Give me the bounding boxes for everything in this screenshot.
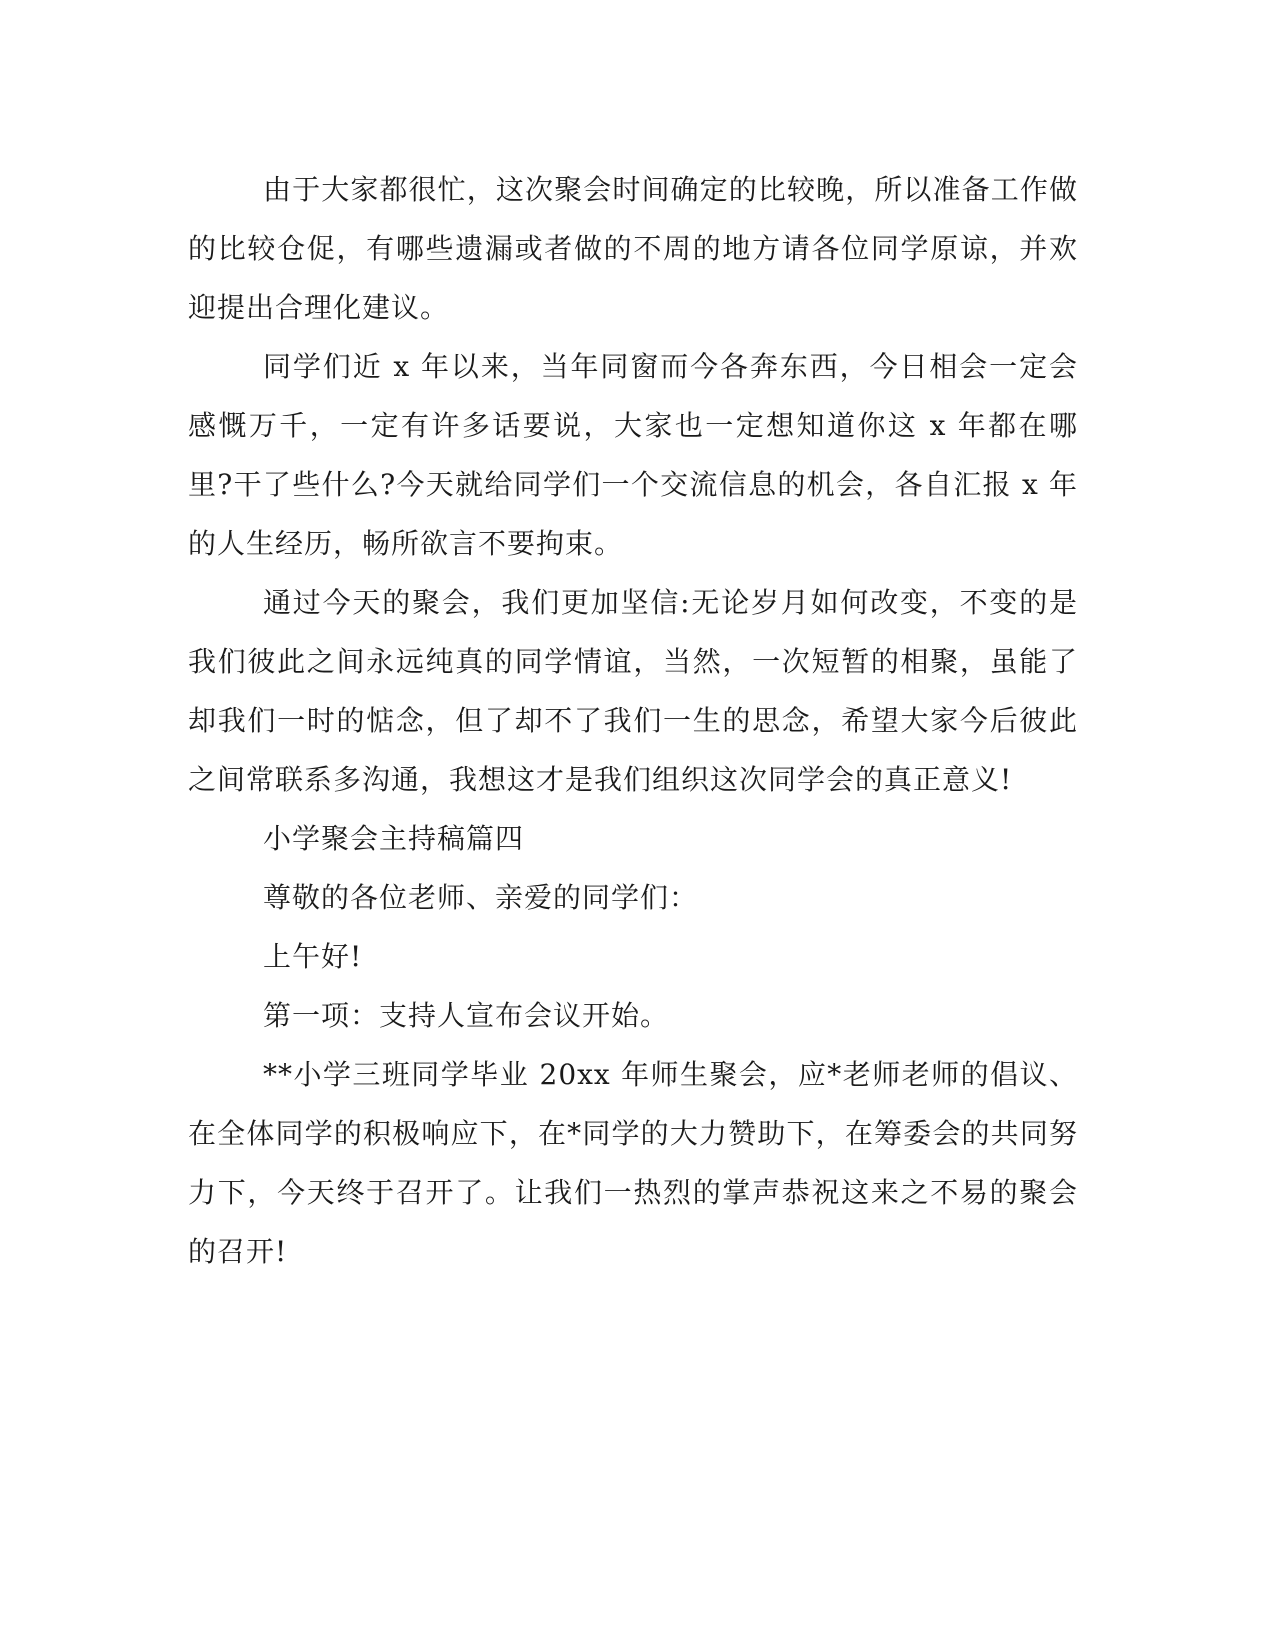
paragraph-friendship-meaning: 通过今天的聚会，我们更加坚信:无论岁月如何改变，不变的是我们彼此之间永远纯真的同学情谊，当然，一次短暂的相聚，虽能了却我们一时的惦念，但了却不了我们一生的思念，希望大家今后彼此之间常联系多沟通，我想这才是我们组织这次同学会的真正意义! [188,586,1078,796]
section-heading: 小学聚会主持稿篇四 [263,822,525,855]
greeting-salutation: 尊敬的各位老师、亲爱的同学们： [263,881,699,914]
paragraph-preparation-apology: 由于大家都很忙，这次聚会时间确定的比较晚，所以准备工作做的比较仓促，有哪些遗漏或者做的不周的地方请各位同学原谅，并欢迎提出合理化建议。 [188,173,1078,324]
greeting-good-morning: 上午好! [263,940,363,973]
paragraph-opening-announcement: **小学三班同学毕业 20xx 年师生聚会，应*老师老师的倡议、在全体同学的积极响应下，在*同学的大力赞助下，在筹委会的共同努力下，今天终于召开了。让我们一热烈的掌声恭祝这来之不易的聚会的召开! [188,1058,1078,1268]
agenda-item-one: 第一项：支持人宣布会议开始。 [263,999,670,1032]
paragraph-years-apart: 同学们近 x 年以来，当年同窗而今各奔东西，今日相会一定会感慨万千，一定有许多话要说，大家也一定想知道你这 x 年都在哪里?干了些什么?今天就给同学们一个交流信息的机会，各自汇报 x 年的人生经历，畅所欲言不要拘束。 [188,350,1078,560]
document-body [188,160,1078,1281]
